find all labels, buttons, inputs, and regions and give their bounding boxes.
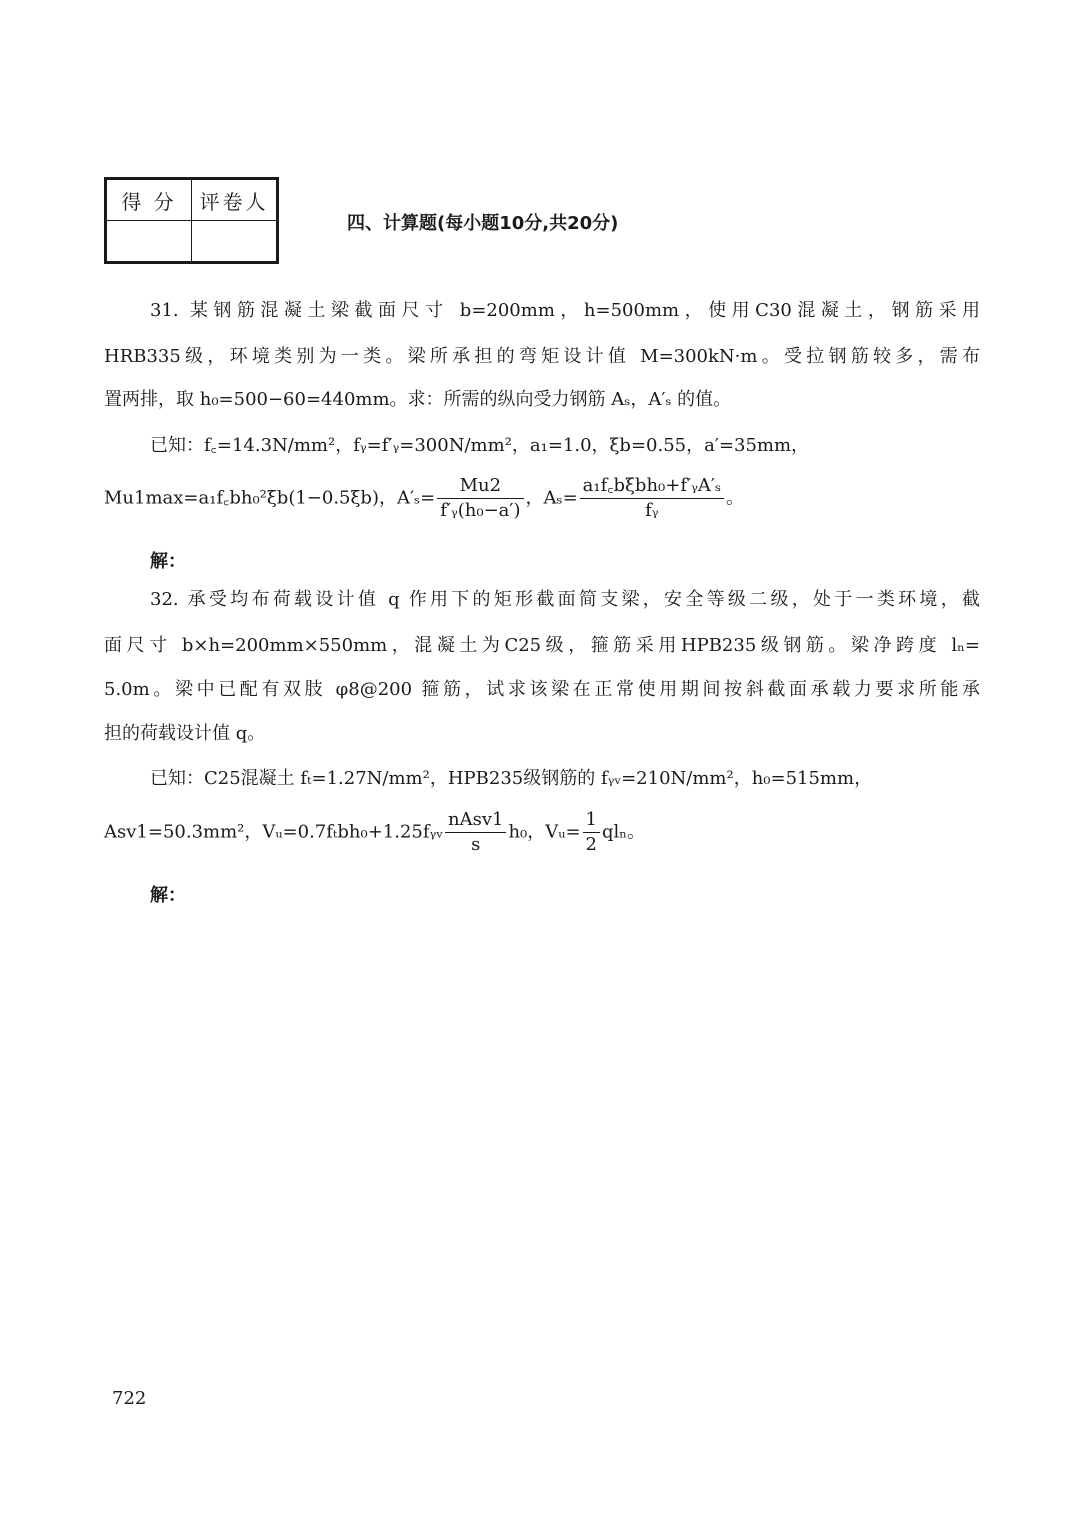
q31-line-2: HRB335级，环境类别为一类。梁所承担的弯矩设计值 M=300kN·m。受拉钢筋较多，需布 [104,346,980,367]
q32-line-1: 32. 承受均布荷载设计值 q 作用下的矩形截面简支梁，安全等级二级，处于一类环境，截 [150,589,980,610]
grader-cell [192,221,278,263]
score-cell [106,221,192,263]
q32-formula-lead: Asv1=50.3mm²，Vᵤ=0.7fₜbh₀+1.25fᵧᵥ [104,821,443,843]
q32-formula-mid: h₀，Vᵤ= [508,821,581,843]
q31-formula-end: 。 [726,487,745,509]
grader-header: 评卷人 [192,179,278,221]
q32-line-2: 面尺寸 b×h=200mm×550mm，混凝土为C25级，箍筋采用HPB235级钢筋。梁净跨度 lₙ= [104,635,980,656]
q32-formula-end: qlₙ。 [601,821,646,843]
q32-line-3: 5.0m。梁中已配有双肢 φ8@200 箍筋，试求该梁在正常使用期间按斜截面承载力要求所能承 [104,679,980,700]
q31-formula [104,474,980,523]
q32-frac2-denominator: 2 [585,834,597,855]
q32-fraction-1 [445,808,506,857]
q31-given: 已知：f꜀=14.3N/mm²，fᵧ=f′ᵧ=300N/mm²，a₁=1.0，ξb=0.55，a′=35mm， [150,435,810,456]
q31-answer-label: 解： [150,551,186,572]
score-header: 得 分 [106,179,192,221]
q31-frac2-numerator: a₁f꜀bξbh₀+f′ᵧA′ₛ [580,474,724,499]
section-title: 四、计算题(每小题10分,共20分) [347,213,619,234]
q31-formula-lead: Mu1max=a₁f꜀bh₀²ξb(1−0.5ξb)，A′ₛ= [104,487,436,509]
q32-frac1-denominator: s [471,834,481,855]
q32-formula [104,808,980,857]
q31-frac1-denominator: f′ᵧ(h₀−a′) [440,500,521,521]
q31-frac2-denominator: fᵧ [645,500,659,521]
q31-formula-mid: ，Aₛ= [525,487,578,509]
score-table [104,177,279,264]
q32-frac1-numerator: nAsv1 [445,808,506,833]
q32-answer-label: 解： [150,885,186,906]
q32-fraction-2 [583,808,600,857]
q31-line-3: 置两排，取 h₀=500−60=440mm。求：所需的纵向受力钢筋 Aₛ，A′ₛ 的值。 [104,389,732,410]
q31-fraction-2 [580,474,724,523]
q31-frac1-numerator: Mu2 [437,474,523,499]
q31-line-1: 31. 某钢筋混凝土梁截面尺寸 b=200mm，h=500mm，使用C30混凝土，钢筋采用 [150,300,980,321]
q32-line-4: 担的荷载设计值 q。 [104,723,266,744]
q32-given: 已知：C25混凝土 fₜ=1.27N/mm²，HPB235级钢筋的 fᵧᵥ=210N/mm²，h₀=515mm， [150,768,873,789]
page-number: 722 [112,1388,147,1409]
q31-fraction-1 [437,474,523,523]
q32-frac2-numerator: 1 [583,808,600,833]
